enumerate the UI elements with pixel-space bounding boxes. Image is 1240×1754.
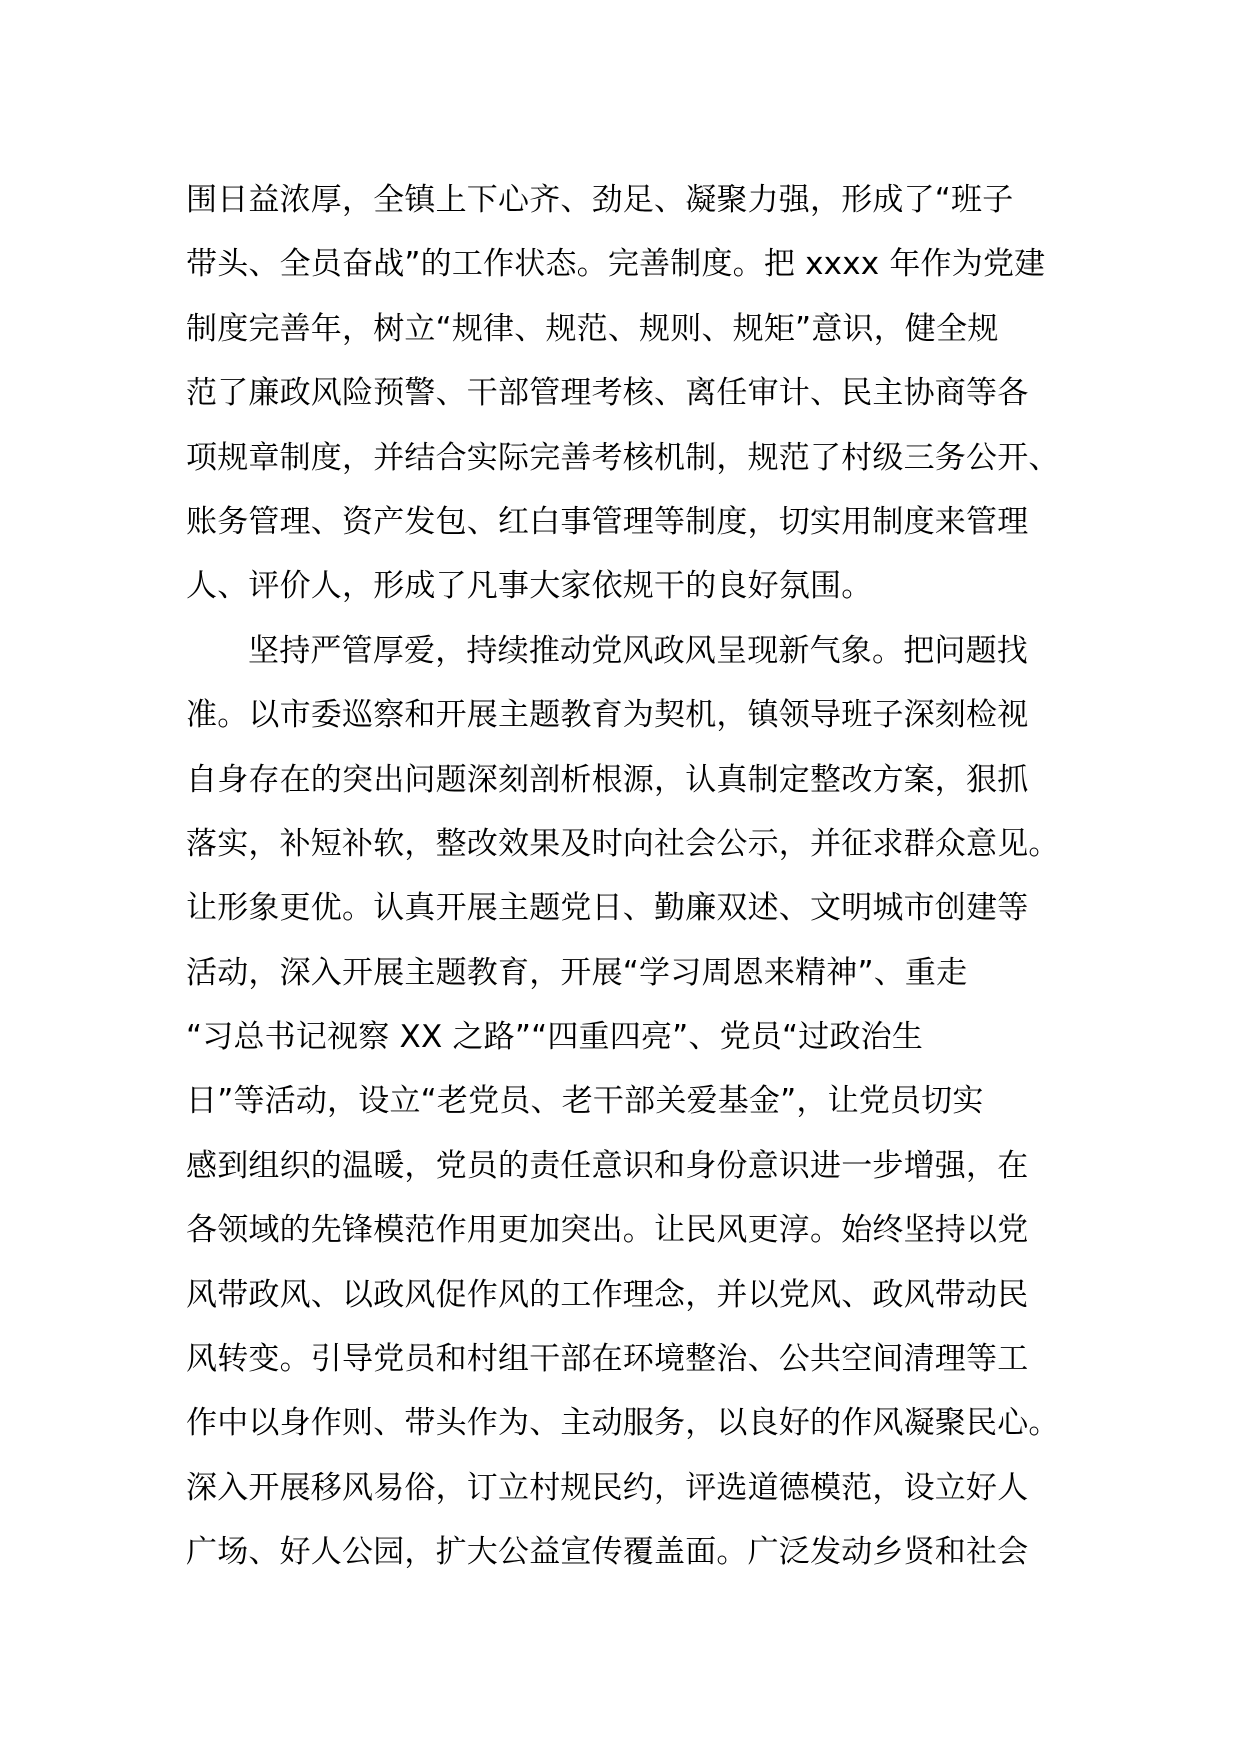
text-line: 风转变。引导党员和村组干部在环境整治、公共空间清理等工 [186, 1341, 1029, 1378]
text-line: 作中以身作则、带头作为、主动服务，以良好的作风凝聚民心。 [186, 1405, 1060, 1442]
text-line: 人、评价人，形成了凡事大家依规干的良好氛围。 [186, 568, 873, 605]
text-line: 日”等活动，设立“老党员、老干部关爱基金”，让党员切实 [186, 1083, 984, 1120]
paragraph-first-line: 坚持严管厚爱，持续推动党风政风呈现新气象。把问题找 [248, 632, 1028, 669]
text-line: 范了廉政风险预警、干部管理考核、离任审计、民主协商等各 [186, 375, 1029, 412]
text-line: 制度完善年，树立“规律、规范、规则、规矩”意识，健全规 [186, 310, 999, 347]
text-line: 带头、全员奋战”的工作状态。完善制度。把 xxxx 年作为党建 [186, 246, 1046, 283]
text-line: 风带政风、以政风促作风的工作理念，并以党风、政风带动民 [186, 1276, 1029, 1313]
text-line: 围日益浓厚，全镇上下心齐、劲足、凝聚力强，形成了“班子 [186, 182, 1014, 218]
text-line: 让形象更优。认真开展主题党日、勤廉双述、文明城市创建等 [186, 890, 1029, 927]
text-line: 项规章制度，并结合实际完善考核机制，规范了村级三务公开、 [186, 439, 1060, 476]
text-line: 准。以市委巡察和开展主题教育为契机，镇领导班子深刻检视 [186, 697, 1029, 734]
text-line: 落实，补短补软，整改效果及时向社会公示，并征求群众意见。 [186, 825, 1060, 862]
body-text [186, 168, 1086, 1585]
text-line: 广场、好人公园，扩大公益宣传覆盖面。广泛发动乡贤和社会 [186, 1534, 1029, 1571]
text-line: 自身存在的突出问题深刻剖析根源，认真制定整改方案，狠抓 [186, 761, 1029, 798]
text-line: 活动，深入开展主题教育，开展“学习周恩来精神”、重走 [186, 954, 968, 991]
text-line: 感到组织的温暖，党员的责任意识和身份意识进一步增强，在 [186, 1147, 1029, 1184]
text-line: 深入开展移风易俗，订立村规民约，评选道德模范，设立好人 [186, 1469, 1029, 1506]
text-line: 各领域的先锋模范作用更加突出。让民风更淳。始终坚持以党 [186, 1212, 1029, 1249]
text-line: “习总书记视察 XX 之路”“四重四亮”、党员“过政治生 [186, 1019, 924, 1056]
text-line: 账务管理、资产发包、红白事管理等制度，切实用制度来管理 [186, 503, 1029, 540]
